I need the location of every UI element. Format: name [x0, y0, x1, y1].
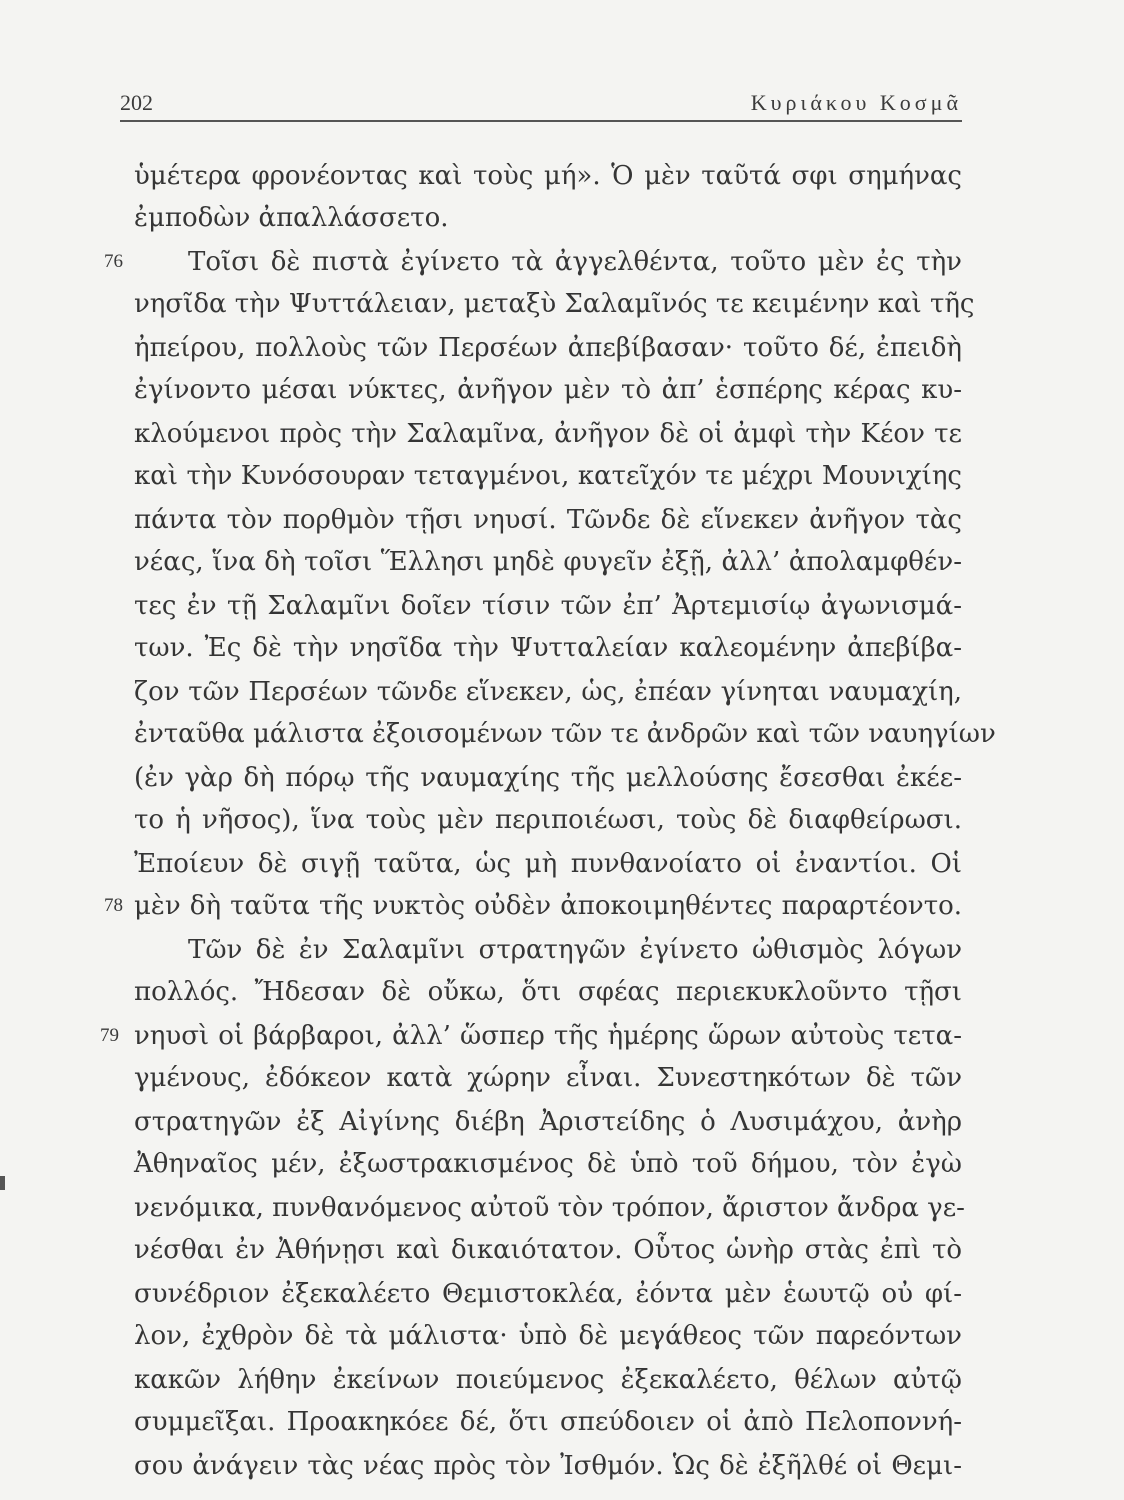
- text-line: Ἐποίευν δὲ σιγῇ ταῦτα, ὡς μὴ πυνθανοίατο οἱ ἐναντίοι. Οἱ: [134, 849, 962, 879]
- text-line: νησῖδα τὴν Ψυττάλειαν, μεταξὺ Σαλαμῖνός τε κειμένην καὶ τῆς: [134, 289, 975, 319]
- text-line: νενόμικα, πυνθανόμενος αὐτοῦ τὸν τρόπον, ἄριστον ἄνδρα γε-: [134, 1193, 965, 1223]
- text-line: Τῶν δὲ ἐν Σαλαμῖνι στρατηγῶν ἐγίνετο ὠθισμὸς λόγων: [188, 935, 962, 965]
- text-line: γμένους, ἐδόκεον κατὰ χώρην εἶναι. Συνεστηκότων δὲ τῶν: [134, 1063, 962, 1093]
- text-line: ἠπείρου, πολλοὺς τῶν Περσέων ἀπεβίβασαν· τοῦτο δέ, ἐπειδὴ: [134, 333, 962, 363]
- text-line: στρατηγῶν ἐξ Αἰγίνης διέβη Ἀριστείδης ὁ Λυσιμάχου, ἀνὴρ: [134, 1107, 962, 1137]
- text-line: συμμεῖξαι. Προακηκόεε δέ, ὅτι σπεύδοιεν οἱ ἀπὸ Πελοποννή-: [134, 1407, 962, 1437]
- text-line: των. Ἐς δὲ τὴν νησῖδα τὴν Ψυτταλείαν καλεομένην ἀπεβίβα-: [134, 633, 962, 663]
- text-line: νηυσὶ οἱ βάρβαροι, ἀλλ’ ὥσπερ τῆς ἡμέρης ὥρων αὐτοὺς τετα-: [134, 1021, 962, 1051]
- text-line: λον, ἐχθρὸν δὲ τὰ μάλιστα· ὑπὸ δὲ μεγάθεος τῶν παρεόντων: [134, 1321, 962, 1351]
- running-title: Κυριάκου Κοσμᾶ: [750, 90, 962, 115]
- text-line: ἐνταῦθα μάλιστα ἐξοισομένων τῶν τε ἀνδρῶν καὶ τῶν ναυηγίων: [134, 719, 996, 749]
- section-number-79: 79: [100, 1025, 119, 1046]
- text-line: κακῶν λήθην ἐκείνων ποιεύμενος ἐξεκαλέετο, θέλων αὐτῷ: [134, 1365, 962, 1395]
- text-line: συνέδριον ἐξεκαλέετο Θεμιστοκλέα, ἐόντα μὲν ἑωυτῷ οὐ φί-: [134, 1279, 962, 1309]
- text-line: ζον τῶν Περσέων τῶνδε εἵνεκεν, ὡς, ἐπέαν γίνηται ναυμαχίη,: [134, 677, 962, 707]
- text-line: πολλός. Ἤδεσαν δὲ οὔκω, ὅτι σφέας περιεκυκλοῦντο τῇσι: [134, 977, 962, 1007]
- text-line: (ἐν γὰρ δὴ πόρῳ τῆς ναυμαχίης τῆς μελλούσης ἔσεσθαι ἐκέε-: [134, 763, 962, 793]
- section-number-76: 76: [104, 251, 123, 272]
- text-line: Ἀθηναῖος μέν, ἐξωστρακισμένος δὲ ὑπὸ τοῦ δήμου, τὸν ἐγὼ: [134, 1149, 962, 1179]
- page-number: 202: [120, 90, 153, 115]
- text-line: τες ἐν τῇ Σαλαμῖνι δοῖεν τίσιν τῶν ἐπ’ Ἀρτεμισίῳ ἀγωνισμά-: [134, 591, 962, 621]
- text-line: Τοῖσι δὲ πιστὰ ἐγίνετο τὰ ἀγγελθέντα, τοῦτο μὲν ἐς τὴν: [188, 247, 962, 277]
- text-line: το ἡ νῆσος), ἵνα τοὺς μὲν περιποιέωσι, τοὺς δὲ διαφθείρωσι.: [134, 805, 962, 835]
- text-line: νέας, ἵνα δὴ τοῖσι Ἕλλησι μηδὲ φυγεῖν ἐξῇ, ἀλλ’ ἀπολαμφθέν-: [134, 547, 962, 577]
- text-line: καὶ τὴν Κυνόσουραν τεταγμένοι, κατεῖχόν τε μέχρι Μουνιχίης: [134, 461, 962, 491]
- text-line: ἐμποδὼν ἀπαλλάσσετο.: [134, 203, 449, 233]
- text-line: ἐγίνοντο μέσαι νύκτες, ἀνῆγον μὲν τὸ ἀπ’ ἑσπέρης κέρας κυ-: [134, 375, 962, 405]
- text-line: μὲν δὴ ταῦτα τῆς νυκτὸς οὐδὲν ἀποκοιμηθέντες παραρτέοντο.: [134, 891, 962, 921]
- text-line: πάντα τὸν πορθμὸν τῇσι νηυσί. Τῶνδε δὲ εἵνεκεν ἀνῆγον τὰς: [134, 505, 962, 535]
- text-line: νέσθαι ἐν Ἀθήνῃσι καὶ δικαιότατον. Οὗτος ὡνὴρ στὰς ἐπὶ τὸ: [134, 1235, 962, 1265]
- text-line: σου ἀνάγειν τὰς νέας πρὸς τὸν Ἰσθμόν. Ὡς δὲ ἐξῆλθέ οἱ Θεμι-: [134, 1451, 962, 1481]
- text-line: ὑμέτερα φρονέοντας καὶ τοὺς μή». Ὁ μὲν ταῦτά σφι σημήνας: [134, 161, 962, 191]
- scan-mark: [0, 1176, 5, 1190]
- text-line: κλούμενοι πρὸς τὴν Σαλαμῖνα, ἀνῆγον δὲ οἱ ἀμφὶ τὴν Κέον τε: [134, 419, 962, 449]
- section-number-78: 78: [104, 895, 123, 916]
